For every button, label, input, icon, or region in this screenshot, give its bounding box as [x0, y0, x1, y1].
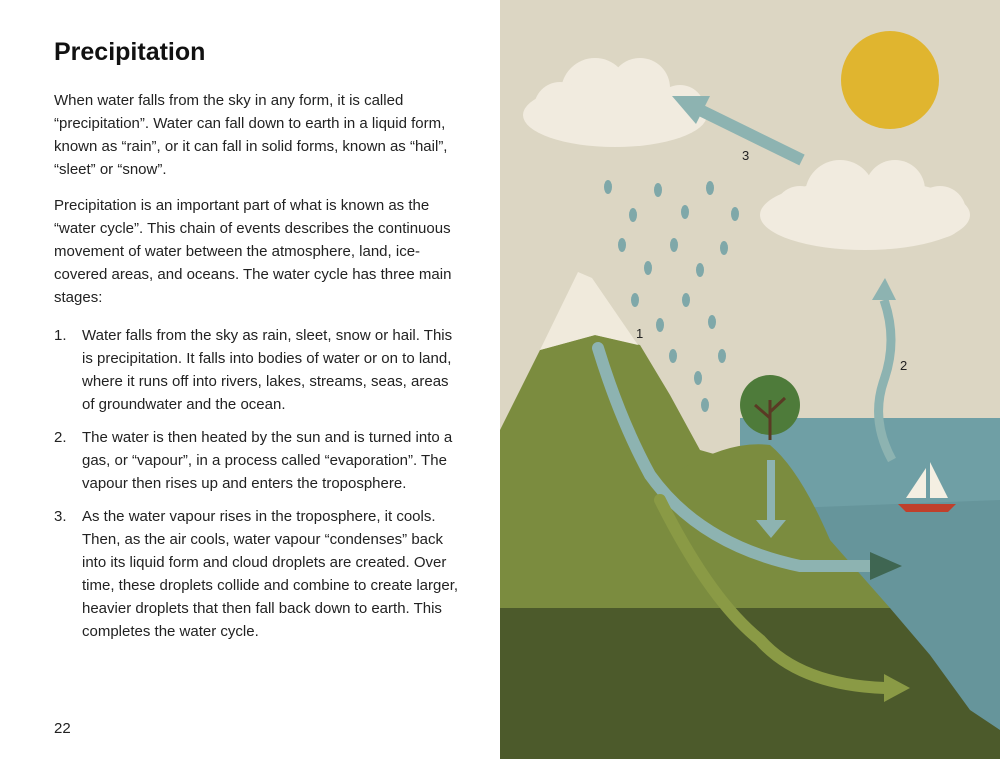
step-text: The water is then heated by the sun and is turned into a gas, or “vapour”, in a process called “evaporation”. The vapour then rises up and enters the troposphere.	[82, 429, 453, 492]
intro-paragraph: When water falls from the sky in any form, it is called “precipitation”. Water can fall down to earth in a liquid form, known as “rain”, or it can fall in solid forms, known as “hail”, “sleet” or “snow”.	[54, 92, 448, 178]
step-text: As the water vapour rises in the troposphere, it cools. Then, as the air cools, water vapour “condenses” back into its liquid form and cloud droplets are created. Over time, these droplets collide and combine to create larger, heavier droplets that then fall back down to earth. This completes the water cycle.	[82, 508, 459, 640]
step-number: 2.	[54, 429, 67, 446]
water-cycle-steps	[54, 324, 459, 643]
step-item	[54, 505, 459, 643]
sun-icon	[841, 31, 939, 129]
water-cycle-paragraph: Precipitation is an important part of what is known as the “water cycle”. This chain of events describes the continuous movement of water between the atmosphere, land, ice-covered areas, and oceans. The water cycle has three main stages:	[54, 197, 452, 306]
step-item	[54, 426, 459, 495]
water-cycle-illustration	[500, 0, 1000, 759]
step-number: 1.	[54, 327, 67, 344]
step-number: 3.	[54, 508, 67, 525]
water-cycle-diagram	[500, 0, 1000, 759]
stage-label: 1	[636, 326, 644, 341]
page-title: Precipitation	[54, 38, 206, 66]
step-text: Water falls from the sky as rain, sleet, snow or hail. This is precipitation. It falls into bodies of water or on to land, where it runs off into rivers, lakes, streams, seas, areas of groundwater and the ocean.	[82, 327, 453, 413]
stage-label: 3	[742, 148, 750, 163]
step-item	[54, 324, 459, 416]
page-number: 22	[54, 720, 71, 737]
stage-label: 2	[900, 358, 908, 373]
